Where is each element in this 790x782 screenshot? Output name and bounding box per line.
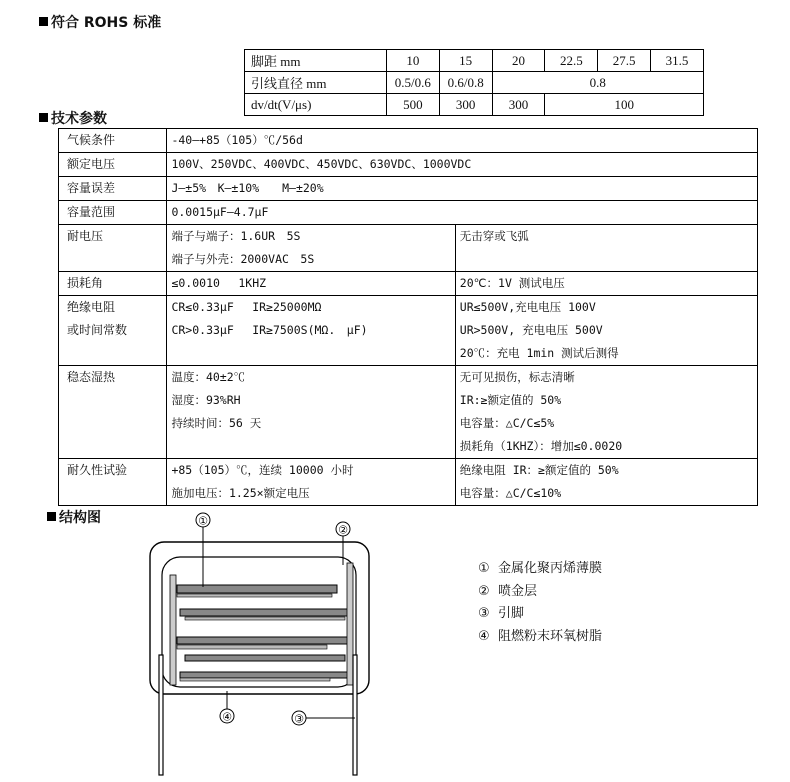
bullet-square-icon bbox=[39, 113, 48, 122]
table-cell: 300 bbox=[492, 94, 545, 116]
spec-line: +85（105）℃，连续 10000 小时 bbox=[171, 463, 354, 477]
table-cell: 22.5 bbox=[545, 50, 598, 72]
structure-heading: 结构图 bbox=[47, 507, 101, 527]
inner-body bbox=[162, 557, 356, 687]
spec-line: 耐电压 bbox=[67, 229, 104, 243]
spec-line: 容量误差 bbox=[67, 181, 116, 195]
spec-col2 bbox=[167, 177, 758, 201]
spec-line: 额定电压 bbox=[67, 157, 116, 171]
spec-line: IR:≥额定值的 50% bbox=[459, 393, 562, 407]
table-row bbox=[59, 177, 758, 201]
spec-line: 容量范围 bbox=[67, 205, 116, 219]
spec-col2 bbox=[167, 153, 758, 177]
table-row bbox=[59, 459, 758, 506]
tech-heading: 技术参数 bbox=[39, 108, 107, 128]
spec-line: 无击穿或飞弧 bbox=[459, 229, 529, 243]
structure-legend bbox=[478, 558, 602, 648]
table-row bbox=[59, 296, 758, 366]
spec-line: CR>0.33μF IR≥7500S(MΩ. μF) bbox=[171, 323, 368, 337]
spec-col2 bbox=[167, 225, 455, 272]
spec-line: 端子与外壳：2000VAC 5S bbox=[171, 252, 315, 266]
spec-col3 bbox=[455, 296, 757, 366]
table-cell: 10 bbox=[386, 50, 439, 72]
table-cell: 20 bbox=[492, 50, 545, 72]
legend-item: ③ 引脚 bbox=[478, 606, 525, 621]
spec-label bbox=[59, 296, 167, 366]
spec-col3 bbox=[455, 272, 757, 296]
table-cell: 100 bbox=[545, 94, 704, 116]
bullet-square-icon bbox=[39, 17, 48, 26]
table-cell: 0.5/0.6 bbox=[386, 72, 439, 94]
spec-line: 湿度：93%RH bbox=[171, 393, 241, 407]
table-cell: 300 bbox=[439, 94, 492, 116]
structure-diagram bbox=[0, 505, 470, 782]
lead-right bbox=[353, 655, 357, 775]
table-cell: 15 bbox=[439, 50, 492, 72]
tech-spec-table bbox=[58, 128, 758, 506]
spec-line: 气候条件 bbox=[67, 133, 116, 147]
spec-line: -40—+85（105）℃/56d bbox=[171, 133, 303, 147]
spec-line: J—±5% K—±10% M—±20% bbox=[171, 181, 324, 195]
table-row bbox=[59, 153, 758, 177]
spec-label bbox=[59, 201, 167, 225]
spec-line: 绝缘电阻 bbox=[67, 300, 116, 314]
spec-line: 20℃：1V 测试电压 bbox=[459, 276, 565, 290]
spec-line: 100V、250VDC、400VDC、450VDC、630VDC、1000VDC bbox=[171, 157, 472, 171]
spray-metal-left bbox=[170, 575, 176, 685]
legend-item: ④ 阻燃粉末环氧树脂 bbox=[478, 628, 603, 644]
spec-col2 bbox=[167, 129, 758, 153]
spec-col2 bbox=[167, 272, 455, 296]
pitch-table bbox=[244, 49, 704, 116]
spec-line: 无可见损伤，标志清晰 bbox=[459, 370, 575, 384]
callout-1-label: ① bbox=[198, 514, 208, 528]
spec-line: 电容量：△C/C≤10% bbox=[459, 486, 562, 500]
spec-label bbox=[59, 153, 167, 177]
spec-col3 bbox=[455, 459, 757, 506]
spec-col2 bbox=[167, 201, 758, 225]
spec-label bbox=[59, 177, 167, 201]
table-cell: 0.6/0.8 bbox=[439, 72, 492, 94]
spec-col2 bbox=[167, 366, 455, 459]
spec-line: 0.0015μF—4.7μF bbox=[171, 205, 269, 219]
spec-label bbox=[59, 366, 167, 459]
legend-item: ① 金属化聚丙烯薄膜 bbox=[478, 561, 603, 576]
table-row bbox=[59, 366, 758, 459]
lead-left bbox=[159, 655, 163, 775]
table-row bbox=[59, 201, 758, 225]
spec-line: CR≤0.33μF IR≥25000MΩ bbox=[171, 300, 322, 314]
table-row bbox=[245, 72, 704, 94]
spec-line: 或时间常数 bbox=[67, 323, 128, 337]
spec-line: 端子与端子：1.6UR 5S bbox=[171, 229, 301, 243]
spec-col3 bbox=[455, 366, 757, 459]
spec-line: UR>500V, 充电电压 500V bbox=[459, 323, 603, 337]
table-row bbox=[59, 129, 758, 153]
spec-label bbox=[59, 272, 167, 296]
spec-line: 绝缘电阻 IR：≥额定值的 50% bbox=[459, 463, 619, 477]
spec-label bbox=[59, 225, 167, 272]
spec-line: 损耗角（1KHZ）：增加≤0.0020 bbox=[459, 439, 623, 453]
spec-line: 持续时间：56 天 bbox=[171, 416, 262, 430]
spec-line: 稳态湿热 bbox=[67, 370, 116, 384]
spec-col3 bbox=[455, 225, 757, 272]
spec-line: 损耗角 bbox=[67, 276, 104, 290]
spec-label bbox=[59, 129, 167, 153]
spec-line: 电容量：△C/C≤5% bbox=[459, 416, 555, 430]
spec-line: 施加电压：1.25×额定电压 bbox=[171, 486, 310, 500]
callout-4-label: ④ bbox=[222, 710, 232, 724]
pitch-label: 脚距 mm bbox=[245, 50, 387, 72]
callout-3-label: ③ bbox=[294, 712, 304, 726]
dvdt-label: dv/dt(V/μs) bbox=[245, 94, 387, 116]
spec-label bbox=[59, 459, 167, 506]
lead-diameter-label: 引线直径 mm bbox=[245, 72, 387, 94]
spec-line: ≤0.0010 1KHZ bbox=[171, 276, 267, 290]
spec-line: UR≤500V,充电电压 100V bbox=[459, 300, 596, 314]
callout-2-label: ② bbox=[338, 523, 348, 537]
table-row bbox=[59, 225, 758, 272]
table-cell: 500 bbox=[386, 94, 439, 116]
spec-line: 20℃：充电 1min 测试后测得 bbox=[459, 346, 619, 360]
spec-col2 bbox=[167, 459, 455, 506]
table-row bbox=[59, 272, 758, 296]
spec-line: 耐久性试验 bbox=[67, 463, 128, 477]
table-row bbox=[245, 50, 704, 72]
spec-line: 温度：40±2℃ bbox=[171, 370, 246, 384]
table-cell: 27.5 bbox=[598, 50, 651, 72]
table-row bbox=[245, 94, 704, 116]
rohs-heading: 符合 ROHS 标准 bbox=[39, 12, 161, 32]
spray-metal-right bbox=[347, 563, 353, 685]
table-cell: 31.5 bbox=[651, 50, 704, 72]
spec-col2 bbox=[167, 296, 455, 366]
legend-item: ② 喷金层 bbox=[478, 583, 538, 599]
table-cell: 0.8 bbox=[492, 72, 703, 94]
